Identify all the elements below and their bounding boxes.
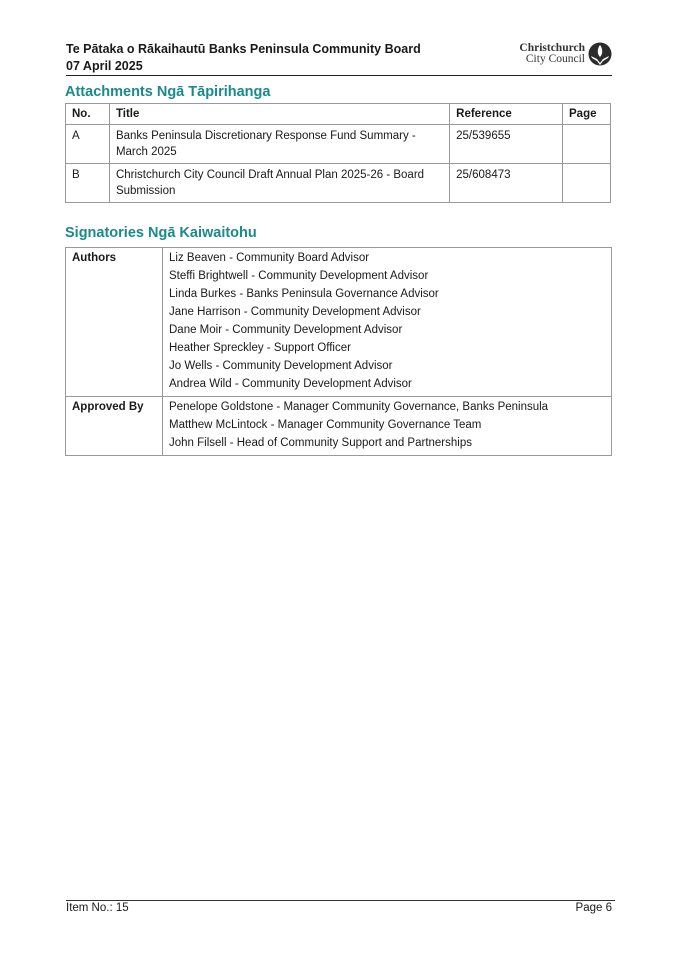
attachment-no: A — [66, 125, 110, 164]
author-entry: Steffi Brightwell - Community Development Advisor — [169, 270, 429, 282]
author-entry: Liz Beaven - Community Board Advisor — [169, 252, 370, 264]
approver-entry: Matthew McLintock - Manager Community Governance Team — [169, 419, 482, 431]
authors-row — [66, 248, 612, 397]
column-header-title: Title — [109, 104, 449, 125]
attachment-page — [563, 164, 611, 203]
author-entry: Heather Spreckley - Support Officer — [169, 342, 351, 354]
approver-entry: Penelope Goldstone - Manager Community Governance, Banks Peninsula — [169, 401, 549, 413]
approver-entry: John Filsell - Head of Community Support and Partnerships — [169, 437, 472, 449]
attachment-title[interactable]: Christchurch City Council Draft Annual Plan 2025-26 - Board Submission — [109, 164, 449, 203]
attachment-no: B — [66, 164, 110, 203]
column-header-page: Page — [563, 104, 611, 125]
author-entry: Andrea Wild - Community Development Advisor — [169, 378, 412, 390]
page-number: Page 6 — [575, 902, 612, 914]
attachments-heading: Attachments Ngā Tāpirihanga — [65, 84, 271, 100]
table-row — [66, 164, 611, 203]
approvers-list — [163, 397, 612, 456]
ccc-logo-icon — [588, 42, 612, 66]
author-entry: Dane Moir - Community Development Advisor — [169, 324, 403, 336]
attachment-reference: 25/608473 — [450, 164, 563, 203]
signatories-table — [65, 247, 612, 456]
authors-list — [163, 248, 612, 397]
attachment-reference: 25/539655 — [450, 125, 563, 164]
logo-line-2: City Council — [525, 53, 585, 65]
attachments-table — [65, 103, 611, 203]
table-header-row — [66, 104, 611, 125]
column-header-reference: Reference — [450, 104, 563, 125]
attachment-title[interactable]: Banks Peninsula Discretionary Response Fund Summary - March 2025 — [109, 125, 449, 164]
table-row — [66, 125, 611, 164]
author-entry: Jo Wells - Community Development Advisor — [169, 360, 393, 372]
signatories-heading: Signatories Ngā Kaiwaitohu — [65, 225, 257, 241]
header-divider — [66, 75, 612, 76]
authors-label: Authors — [66, 248, 163, 397]
approved-by-label: Approved By — [66, 397, 163, 456]
board-name: Te Pātaka o Rākaihautū Banks Peninsula Community Board — [66, 42, 421, 56]
council-logo — [519, 42, 612, 66]
approvers-row — [66, 397, 612, 456]
footer-divider — [66, 900, 615, 901]
author-entry: Jane Harrison - Community Development Advisor — [169, 306, 421, 318]
column-header-no: No. — [66, 104, 110, 125]
attachment-page — [563, 125, 611, 164]
item-number: Item No.: 15 — [66, 902, 129, 914]
logo-line-1: Christchurch — [519, 42, 585, 54]
meeting-date: 07 April 2025 — [66, 59, 143, 73]
author-entry: Linda Burkes - Banks Peninsula Governance Advisor — [169, 288, 439, 300]
